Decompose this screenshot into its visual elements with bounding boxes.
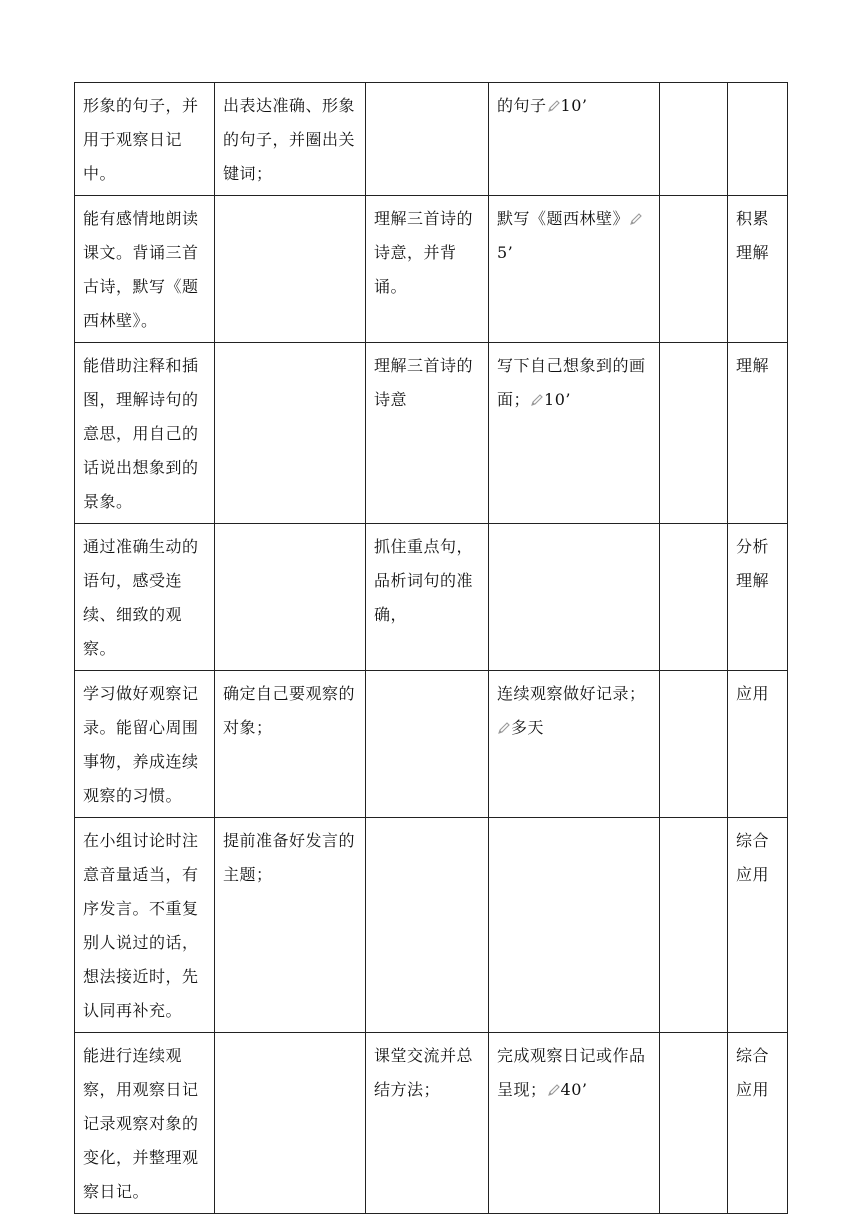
- level-cell: [728, 1033, 788, 1214]
- method-text: 理解三首诗的诗意: [374, 356, 474, 409]
- activity-cell: [215, 818, 366, 1033]
- task-text-text: 连续观察做好记录；: [497, 684, 646, 703]
- activity-cell: [215, 671, 366, 818]
- objective-text: 通过准确生动的语句，感受连续、细致的观察。: [83, 537, 199, 658]
- task-cell: [489, 671, 660, 818]
- task-text-text: 写下自己想象到的画面；: [497, 356, 646, 409]
- table-row: [75, 83, 788, 196]
- objective-text: 在小组讨论时注意音量适当，有序发言。不重复别人说过的话，想法接近时，先认同再补充。: [83, 831, 199, 1020]
- table-row: [75, 524, 788, 671]
- method-cell: [366, 671, 489, 818]
- task-cell: [489, 524, 660, 671]
- task-cell: [489, 818, 660, 1033]
- task-text-text: 的句子: [497, 96, 547, 115]
- task-time-text: 10’: [560, 96, 588, 115]
- method-cell: [366, 343, 489, 524]
- task-time-text: 40’: [560, 1080, 588, 1099]
- table-row: [75, 671, 788, 818]
- pencil-icon: [547, 1083, 561, 1097]
- method-cell: [366, 83, 489, 196]
- pencil-icon: [530, 393, 544, 407]
- method-cell: [366, 196, 489, 343]
- objective-cell: [75, 83, 215, 196]
- objective-text: 能有感情地朗读课文。背诵三首古诗，默写《题西林壁》。: [83, 209, 199, 330]
- level-cell: [728, 343, 788, 524]
- objective-text: 形象的句子，并用于观察日记中。: [83, 96, 199, 183]
- extra-cell: [660, 343, 728, 524]
- table-row: [75, 196, 788, 343]
- pencil-icon: [547, 99, 561, 113]
- method-cell: [366, 1033, 489, 1214]
- task-text-text: 默写《题西林壁》: [497, 209, 630, 228]
- objective-cell: [75, 524, 215, 671]
- activity-cell: [215, 343, 366, 524]
- task-cell: [489, 196, 660, 343]
- task-cell: [489, 343, 660, 524]
- extra-cell: [660, 818, 728, 1033]
- objective-text: 学习做好观察记录。能留心周围事物，养成连续观察的习惯。: [83, 684, 199, 805]
- level-cell: [728, 524, 788, 671]
- extra-cell: [660, 1033, 728, 1214]
- activity-cell: [215, 83, 366, 196]
- level-cell: [728, 671, 788, 818]
- table-row: [75, 1033, 788, 1214]
- level-text: 应用: [736, 684, 770, 703]
- task-cell: [489, 1033, 660, 1214]
- activity-cell: [215, 196, 366, 343]
- task-text-text: 完成观察日记或作品呈现；: [497, 1046, 646, 1099]
- task-time-text: 10’: [544, 390, 571, 409]
- level-text: 分析理解: [736, 537, 770, 590]
- level-cell: [728, 83, 788, 196]
- task-time-text: 多天: [511, 718, 545, 737]
- objective-cell: [75, 818, 215, 1033]
- activity-text: 出表达准确、形象的句子，并圈出关键词；: [223, 96, 356, 183]
- pencil-icon: [629, 212, 643, 226]
- task-cell: [489, 83, 660, 196]
- activity-cell: [215, 524, 366, 671]
- objective-cell: [75, 343, 215, 524]
- extra-cell: [660, 83, 728, 196]
- method-text: 抓住重点句，品析词句的准确，: [374, 537, 474, 624]
- extra-cell: [660, 196, 728, 343]
- lesson-plan-table: [74, 82, 788, 1214]
- objective-text: 能进行连续观察，用观察日记记录观察对象的变化，并整理观察日记。: [83, 1046, 199, 1201]
- task-time-text: 5’: [497, 243, 514, 262]
- activity-cell: [215, 1033, 366, 1214]
- table-body: [75, 83, 788, 1214]
- objective-cell: [75, 196, 215, 343]
- level-text: 综合应用: [736, 1046, 770, 1099]
- activity-text: 提前准备好发言的主题；: [223, 831, 356, 884]
- activity-text: 确定自己要观察的对象；: [223, 684, 356, 737]
- extra-cell: [660, 671, 728, 818]
- pencil-icon: [497, 721, 511, 735]
- level-text: 综合应用: [736, 831, 770, 884]
- method-cell: [366, 818, 489, 1033]
- table-row: [75, 343, 788, 524]
- method-cell: [366, 524, 489, 671]
- level-text: 理解: [736, 356, 770, 375]
- method-text: 课堂交流并总结方法；: [374, 1046, 474, 1099]
- objective-text: 能借助注释和插图，理解诗句的意思，用自己的话说出想象到的景象。: [83, 356, 199, 511]
- objective-cell: [75, 1033, 215, 1214]
- level-text: 积累理解: [736, 209, 770, 262]
- method-text: 理解三首诗的诗意，并背诵。: [374, 209, 474, 296]
- table-row: [75, 818, 788, 1033]
- extra-cell: [660, 524, 728, 671]
- objective-cell: [75, 671, 215, 818]
- level-cell: [728, 818, 788, 1033]
- level-cell: [728, 196, 788, 343]
